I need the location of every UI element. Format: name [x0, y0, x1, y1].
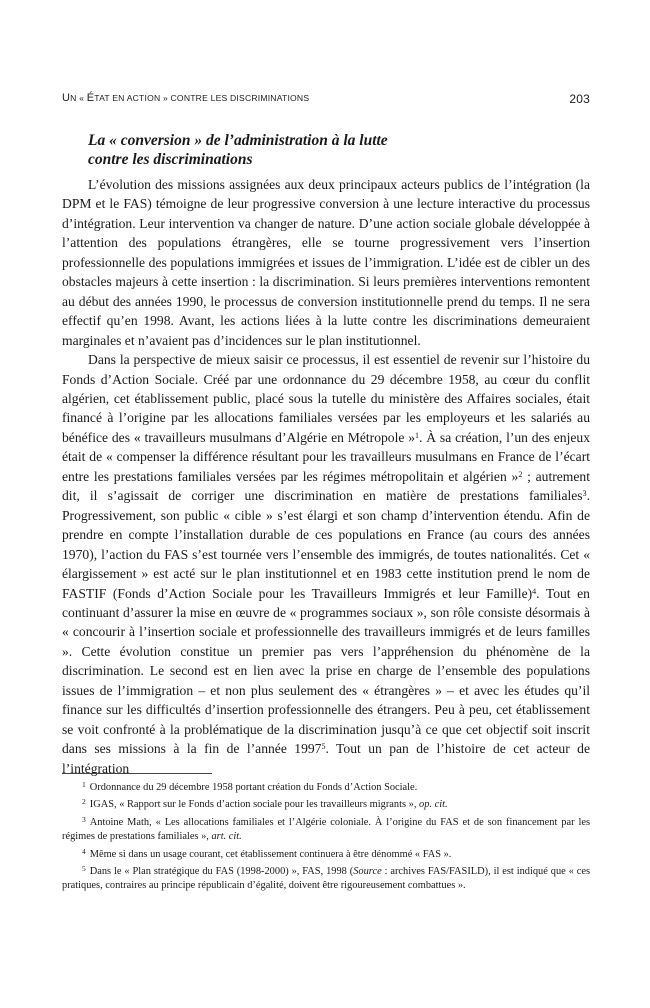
footnote-number: 3	[82, 814, 86, 824]
body-paragraph	[62, 350, 590, 778]
section-title-line-1: La « conversion » de l’administration à la lutte	[88, 132, 388, 149]
paragraph-text: . Tout un pan de l’histoire de cet acteur de l’intégration	[62, 741, 590, 776]
paragraph-text: . À sa création, l’un des enjeux était de « compenser la différence résultant pour les travailleurs musulmans en France de l’écart entre les prestations familiales versées par les régimes métropolitain et algérien »	[62, 429, 590, 484]
running-title	[62, 92, 309, 104]
section-title-line-2: contre les discriminations	[88, 151, 253, 168]
running-title-part: N «	[70, 93, 87, 103]
footnote-reference[interactable]: 1	[415, 430, 420, 440]
paragraph-text: L’évolution des missions assignées aux deux principaux acteurs publics de l’intégration (la DPM et le FAS) témoigne de leur progressive conversion à une lecture interactive du processus d’intégration. Leur intervention va changer de nature. D’une action sociale globale développée à l’attention des populations étrangères, elle se tourne progressivement vers l’insertion professionnelle des populations immigrées et issues de l’immigration. L’idée est de cibler un des obstacles majeurs à cette insertion : la discrimination. Si leurs premières interventions remontent au début des années 1990, le processus de conversion institutionnelle prend du temps. Il ne sera effectif qu’en 1998. Avant, les actions liées à la lutte contre les discriminations demeuraient marginales et n’avaient pas d’incidences sur le plan institutionnel.	[62, 177, 590, 348]
footnote-citation: op. cit.	[419, 799, 448, 811]
paragraph-text: . Progressivement, son public « cible » s’est élargi et son champ d’intervention étendu. Afin de prendre en compte l’installation durable de ces populations en France (au cours des années 1970), l’action du FAS s’est tournée vers l’ensemble des immigrés, de toutes nationalités. Cet « élargissement » est acté sur le plan institutionnel et en 1983 cette institution prend le nom de FASTIF (Fonds d’Action Sociale pour les Travailleurs Immigrés et leur Famille)	[62, 488, 590, 601]
footnote-text: : archives FAS/FASILD), il est indiqué que « ces pratiques, contraires au principe républicain d’égalité, doivent être rigoureusement combattues ».	[62, 866, 590, 892]
footnote-text: Ordonnance du 29 décembre 1958 portant création du Fonds d’Action Sociale.	[89, 782, 418, 793]
paragraph-text: Dans la perspective de mieux saisir ce processus, il est essentiel de revenir sur l’histoire du Fonds d’Action Sociale. Créé par une ordonnance du 29 décembre 1958, au cœur du conflit algérien, cet établissement public, placé sous la tutelle du ministère des Affaires sociales, était financé à l’origine par les allocations familiales versées par les employeurs et les salariés au bénéfice des « travailleurs musulmans d’Algérie en Métropole »	[62, 352, 590, 445]
footnote-number: 4	[82, 846, 86, 856]
footnote-number: 1	[82, 780, 86, 789]
footnote-number: 2	[82, 797, 86, 807]
footnote-separator	[62, 773, 212, 774]
section-title	[88, 131, 568, 169]
body-paragraph	[62, 175, 590, 350]
footnote-number: 5	[82, 864, 86, 874]
footnote	[62, 816, 590, 845]
document-page	[62, 0, 590, 1008]
paragraph-text: . Tout en continuant d’assurer la mise en œuvre de « programmes sociaux », son rôle consiste désormais à « concourir à l’insertion sociale et professionnelle des travailleurs immigrés et de leurs familles ». Cette évolution constitue un premier pas vers l’appréhension du phénomène de la discrimination. Le second est en lien avec la prise en charge de l’ensemble des populations issues de l’immigration – et non plus seulement des « étrangères » – et avec les études qu’il finance sur les difficultés d’insertion professionnelle des étrangers. Peu à peu, cet établissement se voit confronté à la problématique de la discrimination jusqu’à ce que cet objectif soit inscrit dans ses missions à la fin de l’année 1997	[62, 585, 590, 757]
page-number: 203	[569, 92, 590, 106]
footnotes	[62, 781, 590, 897]
footnote-text: Même si dans un usage courant, cet établissement continuera à être dénommé « FAS ».	[89, 848, 452, 860]
running-title-part: É	[86, 92, 95, 104]
running-title-part: TAT EN ACTION » CONTRE LES DISCRIMINATIONS	[94, 93, 310, 103]
footnote-text: Dans le « Plan stratégique du FAS (1998-2000) », FAS, 1998 (	[89, 866, 354, 878]
footnote	[62, 798, 590, 812]
paragraph-text: ; autrement dit, il s’agissait de corriger une discrimination en matière de prestations familiales	[62, 468, 590, 504]
footnote-citation: Source	[353, 866, 382, 878]
footnote-text: IGAS, « Rapport sur le Fonds d’action sociale pour les travailleurs migrants »,	[89, 799, 420, 811]
footnote-text: Antoine Math, « Les allocations familiales et l’Algérie coloniale. À l’origine du FAS et de son financement par les régimes de prestations familiales »,	[62, 816, 590, 843]
footnote	[62, 781, 590, 795]
footnote-reference[interactable]: 4	[532, 586, 537, 596]
footnote-reference[interactable]: 5	[321, 742, 326, 752]
running-head	[62, 92, 590, 108]
footnote-citation: art. cit.	[211, 831, 242, 843]
footnote-reference[interactable]: 2	[518, 469, 523, 479]
footnote	[62, 848, 590, 862]
footnote	[62, 865, 590, 894]
body-text	[62, 175, 590, 778]
footnote-reference[interactable]: 3	[582, 489, 587, 499]
running-title-part: U	[62, 92, 71, 104]
